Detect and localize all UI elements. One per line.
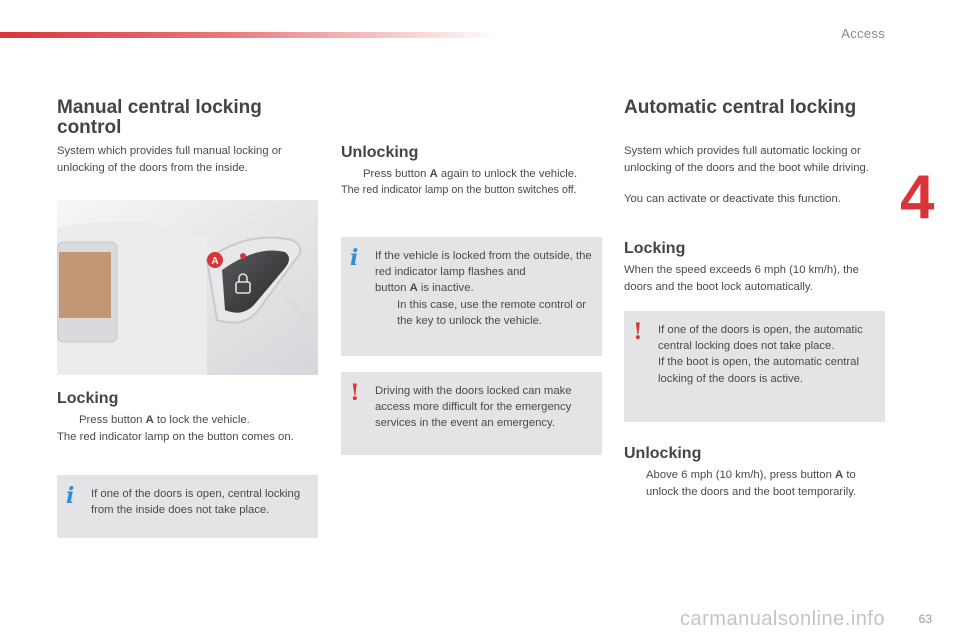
chapter-number: 4 xyxy=(900,163,935,232)
bullet-mark xyxy=(624,467,646,500)
bullet-mark xyxy=(57,412,79,429)
left-title-line2: control xyxy=(57,117,122,138)
bullet-mark xyxy=(375,297,397,329)
middle-info-bullet xyxy=(375,297,594,329)
door-panel-illustration xyxy=(57,200,318,375)
middle-info-bullet-text: In this case, use the remote control or the key to unlock the vehicle. xyxy=(397,298,587,327)
left-locking-text: The red indicator lamp on the button comes on. xyxy=(57,431,294,443)
right-unlocking-step xyxy=(624,467,886,500)
right-unlocking-step-text: Above 6 mph (10 km/h), press button A to unlock the doors and the boot temporarily. xyxy=(646,469,857,498)
right-warning-line1: If one of the doors is open, the automatic central locking does not take place. xyxy=(658,324,863,353)
middle-info-note xyxy=(341,237,602,356)
right-locking-text: When the speed exceeds 6 mph (10 km/h), the doors and the boot lock automatically. xyxy=(624,264,859,293)
right-title: Automatic central locking xyxy=(624,97,857,118)
info-icon: i xyxy=(350,245,359,271)
warning-icon: ! xyxy=(633,319,643,345)
middle-unlocking-text: The red indicator lamp on the button switches off. xyxy=(341,184,577,196)
button-a-label: A xyxy=(211,256,219,267)
right-warning-body xyxy=(658,322,877,387)
left-locking-step xyxy=(57,412,317,429)
section-label: Access xyxy=(841,26,885,41)
middle-info-line1: If the vehicle is locked from the outside, the red indicator lamp flashes and xyxy=(375,250,592,279)
page-number: 63 xyxy=(918,612,932,626)
right-intro: System which provides full automatic locking or unlocking of the doors and the boot while driving. xyxy=(624,145,869,174)
middle-unlocking-title: Unlocking xyxy=(341,144,419,161)
middle-warning-text: Driving with the doors locked can make access more difficult for the emergency services in the event an emergency. xyxy=(375,385,572,430)
left-info-note xyxy=(57,475,318,538)
left-intro: System which provides full manual locking or unlocking of the doors from the inside. xyxy=(57,145,282,174)
left-title-line1: Manual central locking xyxy=(57,97,262,118)
middle-info-line2: button A is inactive. xyxy=(375,282,474,295)
right-intro2: You can activate or deactivate this function. xyxy=(624,193,841,205)
left-title xyxy=(57,98,317,138)
door-button-photo xyxy=(57,200,318,375)
right-unlocking-title: Unlocking xyxy=(624,445,702,462)
middle-warning-note xyxy=(341,372,602,455)
middle-unlocking-step-text: Press button A again to unlock the vehicle. xyxy=(363,168,578,180)
right-warning-line2: If the boot is open, the automatic central locking of the doors is active. xyxy=(658,356,859,385)
left-locking-step-text: Press button A to lock the vehicle. xyxy=(79,414,250,426)
bullet-mark xyxy=(341,166,363,183)
warning-icon: ! xyxy=(350,380,360,406)
right-warning-note xyxy=(624,311,885,422)
info-icon: i xyxy=(66,483,75,509)
header-accent-bar xyxy=(0,32,500,38)
left-locking-title: Locking xyxy=(57,390,119,407)
left-info-note-text: If one of the doors is open, central locking from the inside does not take place. xyxy=(91,488,301,517)
right-locking-title: Locking xyxy=(624,240,686,257)
middle-unlocking-step xyxy=(341,166,603,183)
watermark: carmanualsonline.info xyxy=(680,608,886,630)
middle-info-note-body xyxy=(375,248,594,329)
